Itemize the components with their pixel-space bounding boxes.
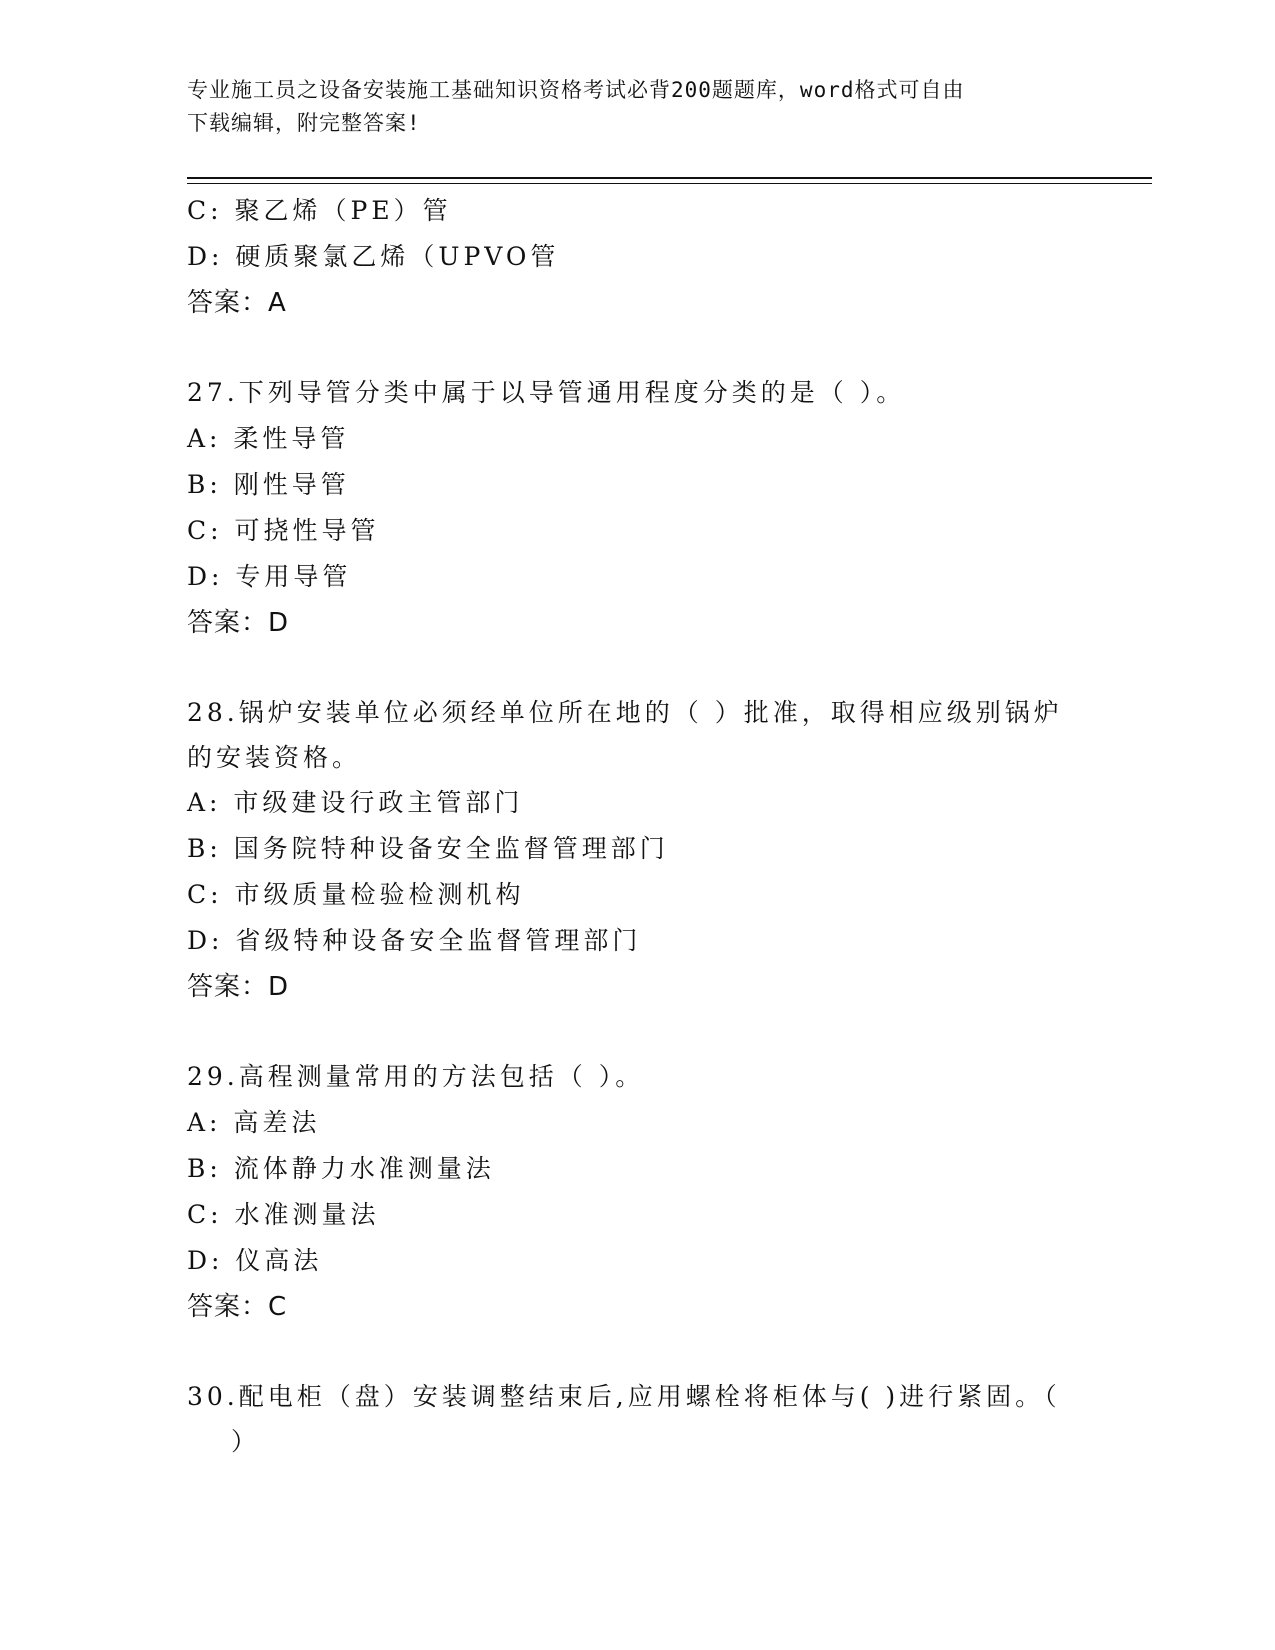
header-line-1: 专业施工员之设备安装施工基础知识资格考试必背200题题库，word格式可自由 <box>187 78 965 102</box>
header-divider-thick <box>187 177 1152 179</box>
option-b: B: 国务院特种设备安全监督管理部门 <box>187 834 669 863</box>
option-b: B: 流体静力水准测量法 <box>187 1154 495 1183</box>
answer: 答案：D <box>187 972 290 1002</box>
question-stem-line-1: 28.锅炉安装单位必须经单位所在地的（ ）批准，取得相应级别锅炉 <box>187 698 1063 727</box>
question-stem-line-1: 30.配电柜（盘）安装调整结束后,应用螺栓将柜体与( )进行紧固。（ <box>187 1382 1061 1411</box>
question-stem-line-2: ） <box>231 1427 261 1456</box>
spacer <box>187 1330 1067 1374</box>
option-d: D: 省级特种设备安全监督管理部门 <box>187 926 642 955</box>
option-c: C: 水准测量法 <box>187 1200 380 1229</box>
option-a: A: 柔性导管 <box>187 424 350 453</box>
option-d: D: 硬质聚氯乙烯（UPVO管 <box>187 242 560 271</box>
header-divider-thin <box>187 183 1152 184</box>
question-29 <box>187 1054 1067 1330</box>
document-header <box>187 74 1067 140</box>
question-30 <box>187 1374 1067 1464</box>
spacer <box>187 646 1067 690</box>
option-d: D: 专用导管 <box>187 562 352 591</box>
question-27 <box>187 370 1067 646</box>
question-28 <box>187 690 1067 1010</box>
option-c: C: 可挠性导管 <box>187 516 380 545</box>
question-stem: 27.下列导管分类中属于以导管通用程度分类的是（ ）。 <box>187 378 906 407</box>
answer: 答案：D <box>187 608 290 638</box>
option-a: A: 高差法 <box>187 1108 321 1137</box>
option-b: B: 刚性导管 <box>187 470 350 499</box>
option-a: A: 市级建设行政主管部门 <box>187 788 524 817</box>
option-c: C: 市级质量检验检测机构 <box>187 880 525 909</box>
header-line-2: 下载编辑，附完整答案! <box>187 111 421 135</box>
option-c: C: 聚乙烯（PE）管 <box>187 196 452 225</box>
option-d: D: 仪高法 <box>187 1246 323 1275</box>
spacer <box>187 326 1067 370</box>
question-stem-line-2: 的安装资格。 <box>187 743 362 772</box>
answer: 答案：A <box>187 288 287 318</box>
answer: 答案：C <box>187 1292 288 1322</box>
spacer <box>187 1010 1067 1054</box>
question-stem: 29.高程测量常用的方法包括（ ）。 <box>187 1062 645 1091</box>
question-list <box>187 188 1067 1464</box>
question-26-tail <box>187 188 1067 326</box>
